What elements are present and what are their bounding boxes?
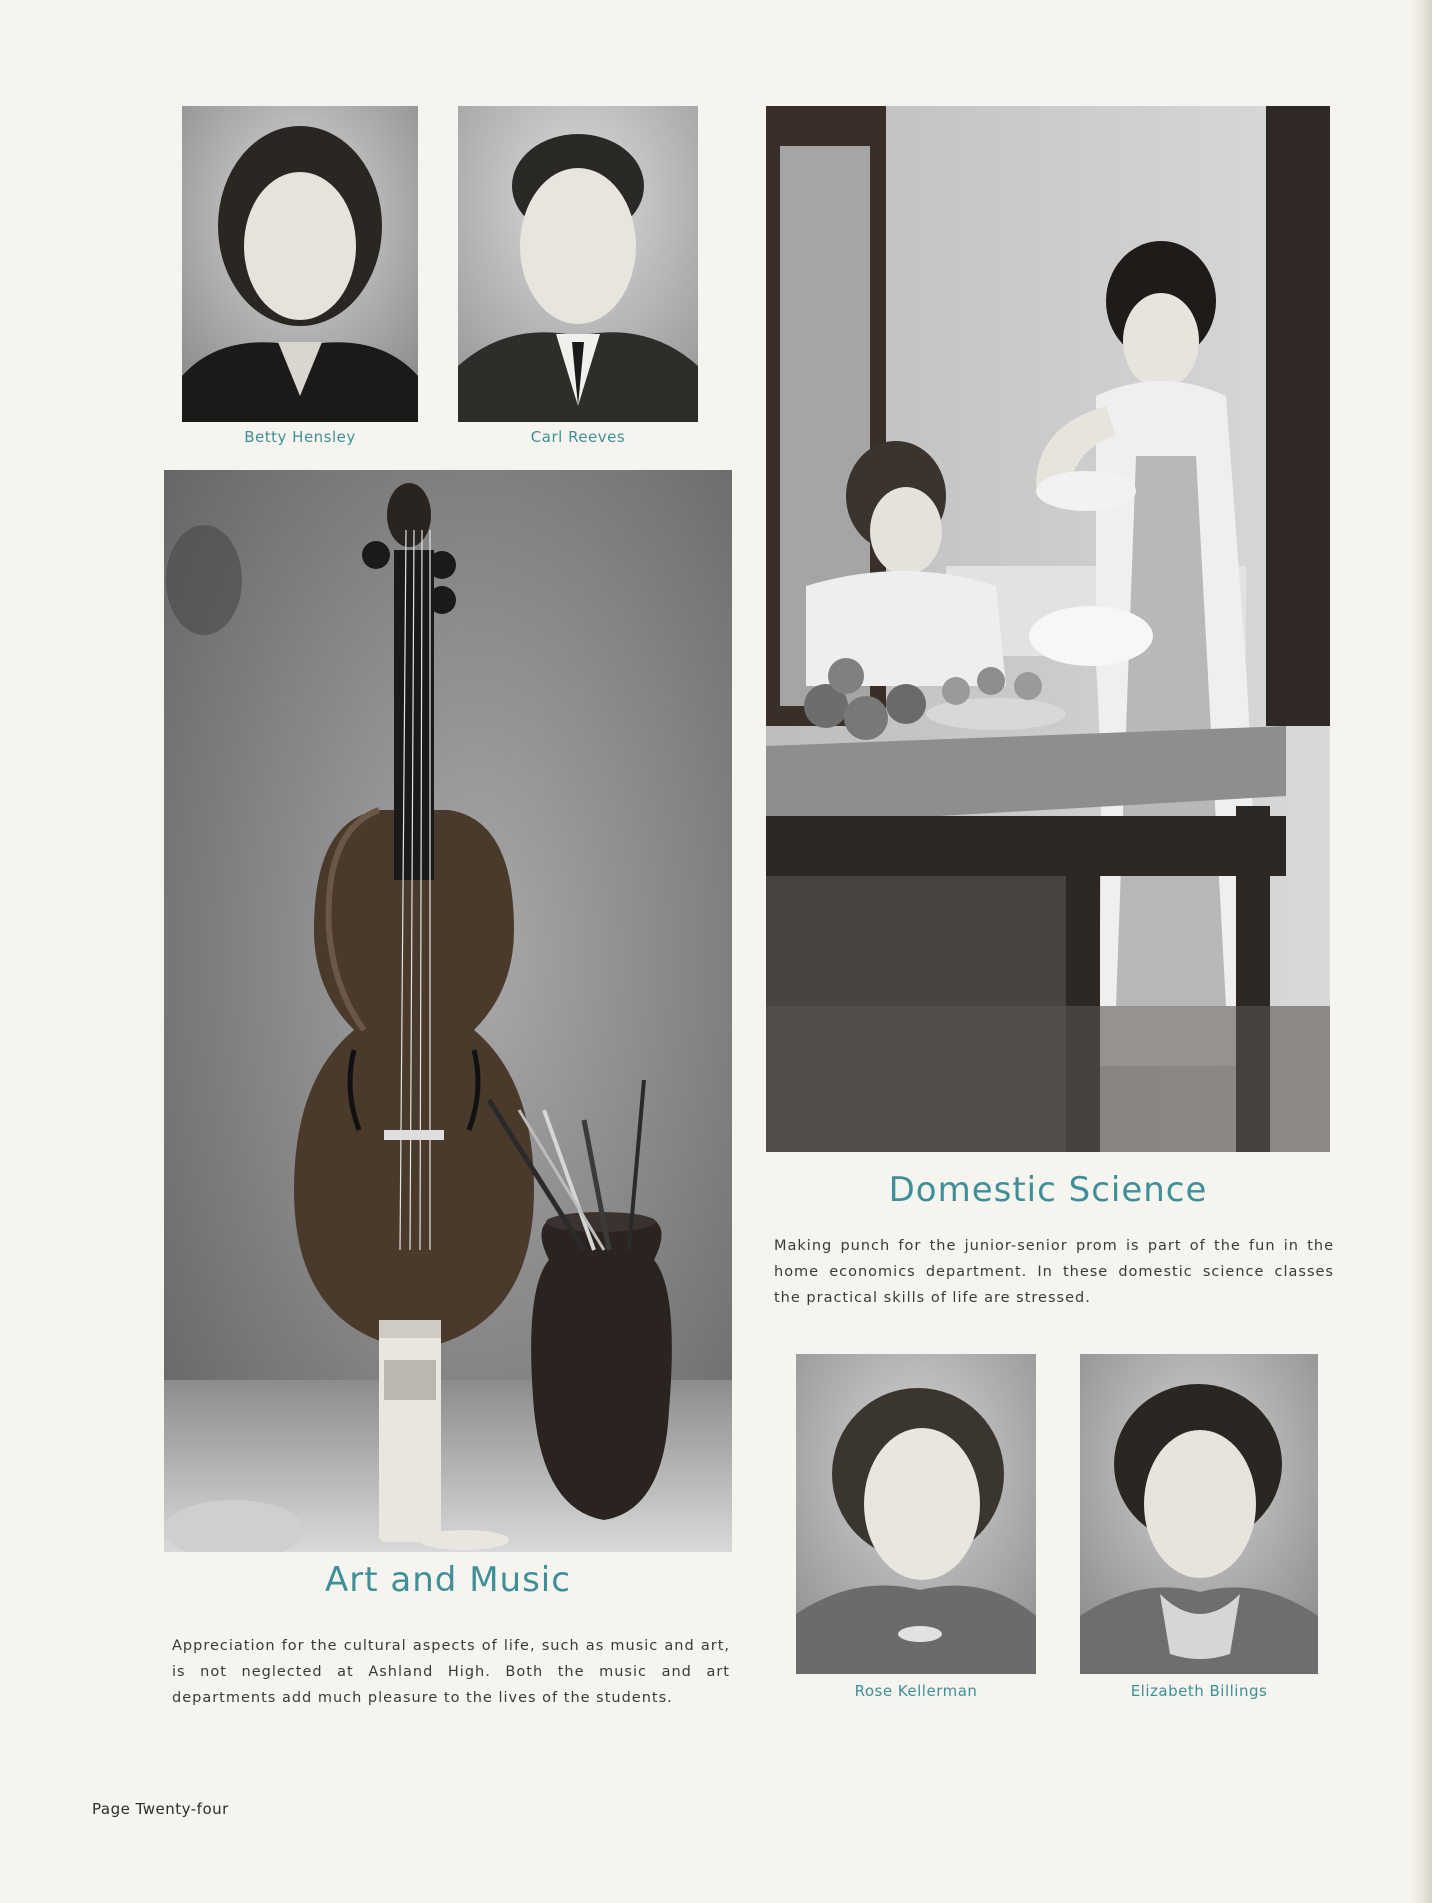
caption-elizabeth-billings: Elizabeth Billings <box>1130 1682 1268 1700</box>
heading-domestic-science: Domestic Science <box>888 1170 1208 1210</box>
page-edge <box>1410 0 1432 1903</box>
portrait-carl-reeves <box>458 106 698 422</box>
text-art-and-music: Appreciation for the cultural aspects of life, such as music and art, is not neglected at Ashland High. Both the music and art departments add much pleasure to the lives of the students. <box>172 1638 730 1706</box>
heading-art-and-music: Art and Music <box>325 1560 571 1600</box>
photo-art-and-music <box>164 470 732 1552</box>
portrait-betty-hensley <box>182 106 418 422</box>
page-number: Page Twenty-four <box>92 1800 229 1818</box>
caption-betty-hensley: Betty Hensley <box>244 428 356 446</box>
portrait-rose-kellerman <box>796 1354 1036 1674</box>
caption-carl-reeves: Carl Reeves <box>530 428 626 446</box>
portrait-elizabeth-billings <box>1080 1354 1318 1674</box>
caption-rose-kellerman: Rose Kellerman <box>854 1682 978 1700</box>
text-domestic-science: Making punch for the junior-senior prom is part of the fun in the home economics department. In these domestic science classes the practical skills of life are stressed. <box>774 1238 1334 1306</box>
photo-domestic-science <box>766 106 1330 1152</box>
